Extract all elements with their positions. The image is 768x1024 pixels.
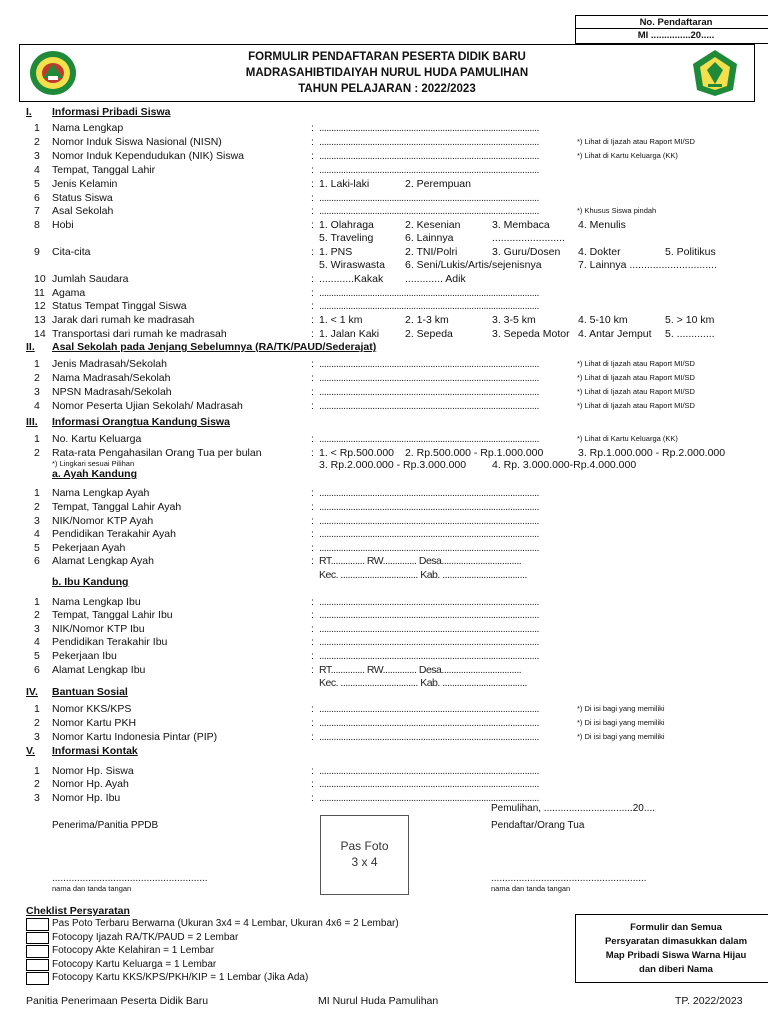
student-row-11-num: 11 [34,287,45,299]
receiver-label: Penerima/Panitia PPDB [52,820,159,831]
aid-row-3 [0,731,768,744]
ibu-row-5-label: Pekerjaan Ibu [52,650,117,662]
student-row-13-option-4[interactable]: 4. 5-10 km [578,314,628,326]
student-row-10-option-2[interactable]: ............. Adik [405,273,466,285]
school-row-4-colon: : [311,400,314,412]
ibu-row-5-colon: : [311,650,314,662]
student-row-7-colon: : [311,205,314,217]
ibu-row-4-num: 4 [34,636,40,648]
student-row-9-colon: : [311,246,314,258]
ayah-row-6-colon: : [311,555,314,567]
student-row-4-colon: : [311,164,314,176]
checklist-checkbox-3[interactable] [26,945,49,958]
student-row-12-colon: : [311,300,314,312]
family-card-row-field[interactable]: ........................................................................................... [319,433,539,445]
school-row-1 [0,358,768,371]
student-row-13 [0,314,768,327]
ibu-title: b. Ibu Kandung [52,576,129,588]
aid-row-1-note: *) Di isi bagi yang memiliki [577,704,665,713]
aid-row-3-label: Nomor Kartu Indonesia Pintar (PIP) [52,731,218,743]
checklist-checkbox-5[interactable] [26,972,49,985]
student-row-13-num: 13 [34,314,46,326]
student-row-3-note: *) Lihat di Kartu Keluarga (KK) [577,151,678,160]
ibu-row-4-label: Pendidikan Terakahir Ibu [52,636,168,648]
ayah-row-2-colon: : [311,501,314,513]
ayah-row-6-num: 6 [34,555,40,567]
student-row-12-field[interactable]: ........................................................................................... [319,300,539,312]
info-box [575,914,768,983]
checklist-item-3: Fotocopy Akte Kelahiran = 1 Lembar [52,945,215,956]
contact-row-3-field[interactable]: ........................................................................................... [319,792,539,804]
checklist-checkbox-1[interactable] [26,918,49,931]
income-option2-1[interactable]: 3. Rp.2.000.000 - Rp.3.000.000 [319,459,467,471]
hobby-row-2 [0,232,768,245]
income-row-num: 2 [34,447,40,459]
school-row-2-label: Nama Madrasah/Sekolah [52,372,171,384]
s4-title: Bantuan Sosial [52,686,128,698]
student-row-14-option-3[interactable]: 3. Sepeda Motor [492,328,570,340]
s2-number: II. [26,341,35,353]
student-row-8-label: Hobi [52,219,74,231]
ayah-row-2-field[interactable]: ........................................................................................... [319,501,539,513]
student-row-5 [0,178,768,191]
student-row-4-num: 4 [34,164,40,176]
student-row-8-num: 8 [34,219,40,231]
info-line-3: Map Pribadi Siswa Warna Hijau [605,950,747,961]
school-row-3-field[interactable]: ........................................................................................... [319,386,539,398]
student-row-11-colon: : [311,287,314,299]
ibu-row-5-field[interactable]: ........................................................................................... [319,650,539,662]
family-card-row-colon: : [311,433,314,445]
student-row-1 [0,122,768,135]
student-row-13-label: Jarak dari rumah ke madrasah [52,314,195,326]
student-row-4-field[interactable]: ........................................................................................... [319,164,539,176]
family-card-row [0,433,768,446]
ayah-row-1-label: Nama Lengkap Ayah [52,487,150,499]
registration-number-box [575,15,768,44]
school-row-1-num: 1 [34,358,40,370]
header-line-1: FORMULIR PENDAFTARAN PESERTA DIDIK BARU [248,51,526,63]
ibu-row-6-label: Alamat Lengkap Ibu [52,664,146,676]
school-row-2-note: *) Lihat di Ijazah atau Raport MI/SD [577,373,695,382]
s5-number: V. [26,745,35,757]
ibu-row-2-label: Tempat, Tanggal Lahir Ibu [52,609,173,621]
s2-title: Asal Sekolah pada Jenjang Sebelumnya (RA/TK/PAUD/Sederajat) [52,341,377,353]
student-row-10 [0,273,768,286]
checklist-item-4: Fotocopy Kartu Keluarga = 1 Lembar [52,958,217,970]
aid-row-1-field[interactable]: ........................................................................................... [319,703,539,715]
student-row-9-option-5[interactable]: 5. Politikus [665,246,716,258]
student-row-3-label: Nomor Induk Kependudukan (NIK) Siswa [52,150,245,162]
checklist-checkbox-4[interactable] [26,959,49,972]
aid-row-3-num: 3 [34,731,40,743]
s4-number: IV. [26,686,38,698]
family-card-row-note: *) Lihat di Kartu Keluarga (KK) [577,434,678,443]
student-row-12-label: Status Tempat Tinggal Siswa [52,300,187,312]
ayah-address-kec[interactable]: Kec. ................................ Kab. ................................... [319,569,527,581]
school-row-3-colon: : [311,386,314,398]
ibu-row-6-colon: : [311,664,314,676]
school-row-4-field[interactable]: ........................................................................................... [319,400,539,412]
student-row-7-num: 7 [34,205,40,217]
ayah-row-3-field[interactable]: ........................................................................................... [319,515,539,527]
income-row-option-2[interactable]: 2. Rp.500.000 - Rp.1.000.000 [405,447,544,459]
student-row-10-num: 10 [34,273,46,285]
student-row-6-field[interactable]: ........................................................................................... [319,192,539,204]
footer-school: MI Nurul Huda Pamulihan [318,995,439,1007]
aid-row-3-note: *) Di isi bagi yang memiliki [577,732,665,741]
school-row-1-field[interactable]: ........................................................................................... [319,358,539,370]
registrant-label: Pendaftar/Orang Tua [491,820,585,831]
ayah-row-3-colon: : [311,515,314,527]
student-row-2-label: Nomor Induk Siswa Nasional (NISN) [52,136,222,148]
ibu-row-2 [0,609,768,622]
student-row-3-field[interactable]: ........................................................................................... [319,150,539,162]
ayah-row-5-field[interactable]: ........................................................................................... [319,542,539,554]
ayah-row-4-colon: : [311,528,314,540]
cita-row-2 [0,259,768,272]
student-row-3 [0,150,768,163]
ibu-row-4-field[interactable]: ........................................................................................... [319,636,539,648]
cita-row-2-option-2[interactable]: 6. Seni/Lukis/Artis/sejenisnya [405,259,542,271]
student-row-7-field[interactable]: ........................................................................................... [319,205,539,217]
ibu-row-3 [0,623,768,636]
school-row-2-field[interactable]: ........................................................................................... [319,372,539,384]
student-row-4 [0,164,768,177]
student-row-9 [0,246,768,259]
ayah-row-6 [0,555,768,568]
ayah-address-rt[interactable]: RT.............. RW.............. Desa................................. [319,555,522,567]
contact-row-3-label: Nomor Hp. Ibu [52,792,121,804]
registrant-signature-caption: nama dan tanda tangan [491,884,571,893]
student-row-14 [0,328,768,341]
aid-row-2-note: *) Di isi bagi yang memiliki [577,718,665,727]
student-row-11-field[interactable]: ........................................................................................... [319,287,539,299]
student-row-10-colon: : [311,273,314,285]
ibu-row-5 [0,650,768,663]
student-row-3-colon: : [311,150,314,162]
hobby-row-2-option-3[interactable]: ......................... [492,232,565,244]
school-row-2-colon: : [311,372,314,384]
header-line-3: TAHUN PELAJARAN : 2022/2023 [298,83,476,95]
s1-title: Informasi Pribadi Siswa [52,106,171,118]
ibu-row-4 [0,636,768,649]
school-row-4-label: Nomor Peserta Ujian Sekolah/ Madrasah [52,400,243,412]
student-row-8-option-1[interactable]: 1. Olahraga [319,219,374,231]
school-row-3-label: NPSN Madrasah/Sekolah [52,386,172,398]
family-card-row-label: No. Kartu Keluarga [52,433,142,445]
contact-row-1-label: Nomor Hp. Siswa [52,765,134,777]
student-row-9-label: Cita-cita [52,246,91,258]
student-row-13-option-2[interactable]: 2. 1-3 km [405,314,449,326]
ayah-row-4-field[interactable]: ........................................................................................... [319,528,539,540]
ayah-row-5-label: Pekerjaan Ayah [52,542,126,554]
ibu-row-1-field[interactable]: ........................................................................................... [319,596,539,608]
aid-row-1 [0,703,768,716]
student-row-3-num: 3 [34,150,40,162]
student-row-1-field[interactable]: ........................................................................................... [319,122,539,134]
school-row-2 [0,372,768,385]
ayah-row-5-num: 5 [34,542,40,554]
ibu-row-3-label: NIK/Nomor KTP Ibu [52,623,145,635]
s3-number: III. [26,416,38,428]
checklist-item-5: Fotocopy Kartu KKS/KPS/PKH/KIP = 1 Lembar (Jika Ada) [52,972,309,983]
student-row-5-colon: : [311,178,314,190]
s3-title: Informasi Orangtua Kandung Siswa [52,416,230,428]
ibu-row-6 [0,664,768,677]
student-row-1-num: 1 [34,122,40,134]
school-row-3-num: 3 [34,386,40,398]
ibu-row-3-colon: : [311,623,314,635]
student-row-11 [0,287,768,300]
footer-committee: Panitia Penerimaan Peserta Didik Baru [26,995,209,1007]
ayah-row-5 [0,542,768,555]
student-row-14-option-2[interactable]: 2. Sepeda [405,328,453,340]
student-row-5-num: 5 [34,178,40,190]
ibu-row-1 [0,596,768,609]
student-row-13-option-1[interactable]: 1. < 1 km [319,314,363,326]
student-row-14-option-1[interactable]: 1. Jalan Kaki [319,328,380,340]
checklist-checkbox-2[interactable] [26,932,49,945]
student-row-6-colon: : [311,192,314,204]
info-line-4: dan diberi Nama [639,964,713,975]
info-line-1: Formulir dan Semua [630,922,722,933]
school-row-1-label: Jenis Madrasah/Sekolah [52,358,167,370]
ayah-row-1-field[interactable]: ........................................................................................... [319,487,539,499]
student-row-9-num: 9 [34,246,40,258]
footer-year: TP. 2022/2023 [675,995,743,1007]
photo-box [320,815,409,895]
registration-label: No. Pendaftaran [576,16,768,29]
ibu-row-3-field[interactable]: ........................................................................................... [319,623,539,635]
ayah-row-6-label: Alamat Lengkap Ayah [52,555,154,567]
contact-row-2-label: Nomor Hp. Ayah [52,778,129,790]
contact-row-2 [0,778,768,791]
student-row-2-num: 2 [34,136,40,148]
student-row-8-option-4[interactable]: 4. Menulis [578,219,626,231]
ayah-row-1-num: 1 [34,487,40,499]
ibu-row-5-num: 5 [34,650,40,662]
school-row-4-note: *) Lihat di Ijazah atau Raport MI/SD [577,401,695,410]
ayah-row-3-label: NIK/Nomor KTP Ayah [52,515,154,527]
hobby-row-2-option-2[interactable]: 6. Lainnya [405,232,454,244]
contact-row-1-num: 1 [34,765,40,777]
aid-row-3-colon: : [311,731,314,743]
student-row-4-label: Tempat, Tanggal Lahir [52,164,156,176]
ibu-row-1-label: Nama Lengkap Ibu [52,596,141,608]
school-row-1-colon: : [311,358,314,370]
contact-row-1-colon: : [311,765,314,777]
student-row-13-option-5[interactable]: 5. > 10 km [665,314,715,326]
form-header [19,44,755,102]
school-row-3 [0,386,768,399]
school-row-4 [0,400,768,413]
student-row-5-option-2[interactable]: 2. Perempuan [405,178,471,190]
ayah-row-2 [0,501,768,514]
student-row-11-label: Agama [52,287,86,299]
student-row-5-option-1[interactable]: 1. Laki-laki [319,178,370,190]
info-line-2: Persyaratan dimasukkan dalam [604,936,748,947]
student-row-14-colon: : [311,328,314,340]
income-row-option-1[interactable]: 1. < Rp.500.000 [319,447,395,459]
ayah-row-3-num: 3 [34,515,40,527]
receiver-signature-line[interactable]: ........................................................ [52,873,208,884]
income-row-option-3[interactable]: 3. Rp.1.000.000 - Rp.2.000.000 [578,447,726,459]
income-note: *) Lingkari sesuai Pilihan [52,459,135,468]
student-row-9-option-4[interactable]: 4. Dokter [578,246,621,258]
ibu-row-2-num: 2 [34,609,40,621]
checklist-item-1: Pas Poto Terbaru Berwarna (Ukuran 3x4 = 4 Lembar, Ukuran 4x6 = 2 Lembar) [52,918,399,929]
s5-title: Informasi Kontak [52,745,138,757]
cita-row-2-option-1[interactable]: 5. Wiraswasta [319,259,385,271]
aid-row-2-label: Nomor Kartu PKH [52,717,137,729]
student-row-10-option-1[interactable]: ............Kakak [319,273,384,285]
student-row-8-colon: : [311,219,314,231]
contact-row-1 [0,765,768,778]
student-row-14-num: 14 [34,328,46,340]
student-row-9-option-3[interactable]: 3. Guru/Dosen [492,246,561,258]
ibu-address-kec[interactable]: Kec. ................................ Kab. ................................... [319,677,527,689]
school-row-2-num: 2 [34,372,40,384]
student-row-9-option-1[interactable]: 1. PNS [319,246,353,258]
student-row-10-label: Jumlah Saudara [52,273,129,285]
student-row-8-option-3[interactable]: 3. Membaca [492,219,550,231]
registration-value[interactable]: MI ...............20..... [637,30,715,41]
contact-row-3-num: 3 [34,792,40,804]
student-row-6-label: Status Siswa [52,192,113,204]
checklist-item-2: Fotocopy Ijazah RA/TK/PAUD = 2 Lembar [52,931,239,943]
ministry-logo-icon [690,48,740,98]
student-row-14-option-5[interactable]: 5. ............. [665,328,715,340]
aid-row-3-field[interactable]: ........................................................................................... [319,731,539,743]
family-card-row-num: 1 [34,433,40,445]
ibu-address-rt[interactable]: RT.............. RW.............. Desa................................. [319,664,522,676]
aid-row-2-num: 2 [34,717,40,729]
receiver-signature-caption: nama dan tanda tangan [52,884,132,893]
ibu-row-3-num: 3 [34,623,40,635]
s1-number: I. [26,106,32,118]
ayah-row-4-num: 4 [34,528,40,540]
photo-label: Pas Foto [340,839,389,853]
income-row-label: Rata-rata Pengahasilan Orang Tua per bulan [52,447,262,459]
ayah-row-2-label: Tempat, Tanggal Lahir Ayah [52,501,182,513]
contact-row-2-field[interactable]: ........................................................................................... [319,778,539,790]
header-line-2: MADRASAHIBTIDAIYAH NURUL HUDA PAMULIHAN [245,67,529,79]
student-row-12-num: 12 [34,300,46,312]
school-row-1-note: *) Lihat di Ijazah atau Raport MI/SD [577,359,695,368]
checklist-title: Cheklist Persyaratan [26,905,130,917]
student-row-6-num: 6 [34,192,40,204]
ayah-row-4 [0,528,768,541]
ayah-row-1 [0,487,768,500]
contact-row-2-colon: : [311,778,314,790]
income-option2-2[interactable]: 4. Rp. 3.000.000-Rp.4.000.000 [492,459,637,471]
student-row-1-colon: : [311,122,314,134]
student-row-2-field[interactable]: ........................................................................................... [319,136,539,148]
school-row-3-note: *) Lihat di Ijazah atau Raport MI/SD [577,387,695,396]
photo-size: 3 x 4 [351,855,378,869]
ayah-row-1-colon: : [311,487,314,499]
ibu-row-2-colon: : [311,609,314,621]
ibu-row-4-colon: : [311,636,314,648]
student-row-14-option-4[interactable]: 4. Antar Jemput [578,328,652,340]
student-row-9-option-2[interactable]: 2. TNI/Polri [405,246,458,258]
ayah-row-5-colon: : [311,542,314,554]
ibu-row-1-colon: : [311,596,314,608]
student-row-5-label: Jenis Kelamin [52,178,118,190]
student-row-13-option-3[interactable]: 3. 3-5 km [492,314,536,326]
student-row-1-label: Nama Lengkap [52,122,124,134]
aid-row-1-colon: : [311,703,314,715]
student-row-8 [0,219,768,232]
aid-row-1-label: Nomor KKS/KPS [52,703,132,715]
student-row-2 [0,136,768,149]
contact-row-1-field[interactable]: ........................................................................................... [319,765,539,777]
ibu-row-1-num: 1 [34,596,40,608]
aid-row-2-colon: : [311,717,314,729]
aid-row-2 [0,717,768,730]
student-row-14-label: Transportasi dari rumah ke madrasah [52,328,227,340]
ibu-row-6-num: 6 [34,664,40,676]
sign-place-date[interactable]: Pemulihan, ................................20.... [491,803,655,814]
student-row-12 [0,300,768,313]
contact-row-3-colon: : [311,792,314,804]
ayah-row-2-num: 2 [34,501,40,513]
ayah-title: a. Ayah Kandung [52,468,137,480]
hobby-row-2-option-1[interactable]: 5. Traveling [319,232,374,244]
ayah-row-4-label: Pendidikan Terakahir Ayah [52,528,176,540]
school-row-4-num: 4 [34,400,40,412]
aid-row-2-field[interactable]: ........................................................................................... [319,717,539,729]
student-row-2-note: *) Lihat di Ijazah atau Raport MI/SD [577,137,695,146]
contact-row-2-num: 2 [34,778,40,790]
student-row-7 [0,205,768,218]
income-row-colon: : [311,447,314,459]
aid-row-1-num: 1 [34,703,40,715]
student-row-8-option-2[interactable]: 2. Kesenian [405,219,461,231]
cita-row-2-option-3[interactable]: 7. Lainnya .............................. [578,259,717,271]
student-row-7-label: Asal Sekolah [52,205,114,217]
student-row-2-colon: : [311,136,314,148]
ibu-row-2-field[interactable]: ........................................................................................... [319,609,539,621]
registrant-signature-line[interactable]: ........................................................ [491,873,647,884]
student-row-7-note: *) Khusus Siswa pindah [577,206,657,215]
student-row-13-colon: : [311,314,314,326]
ayah-row-3 [0,515,768,528]
